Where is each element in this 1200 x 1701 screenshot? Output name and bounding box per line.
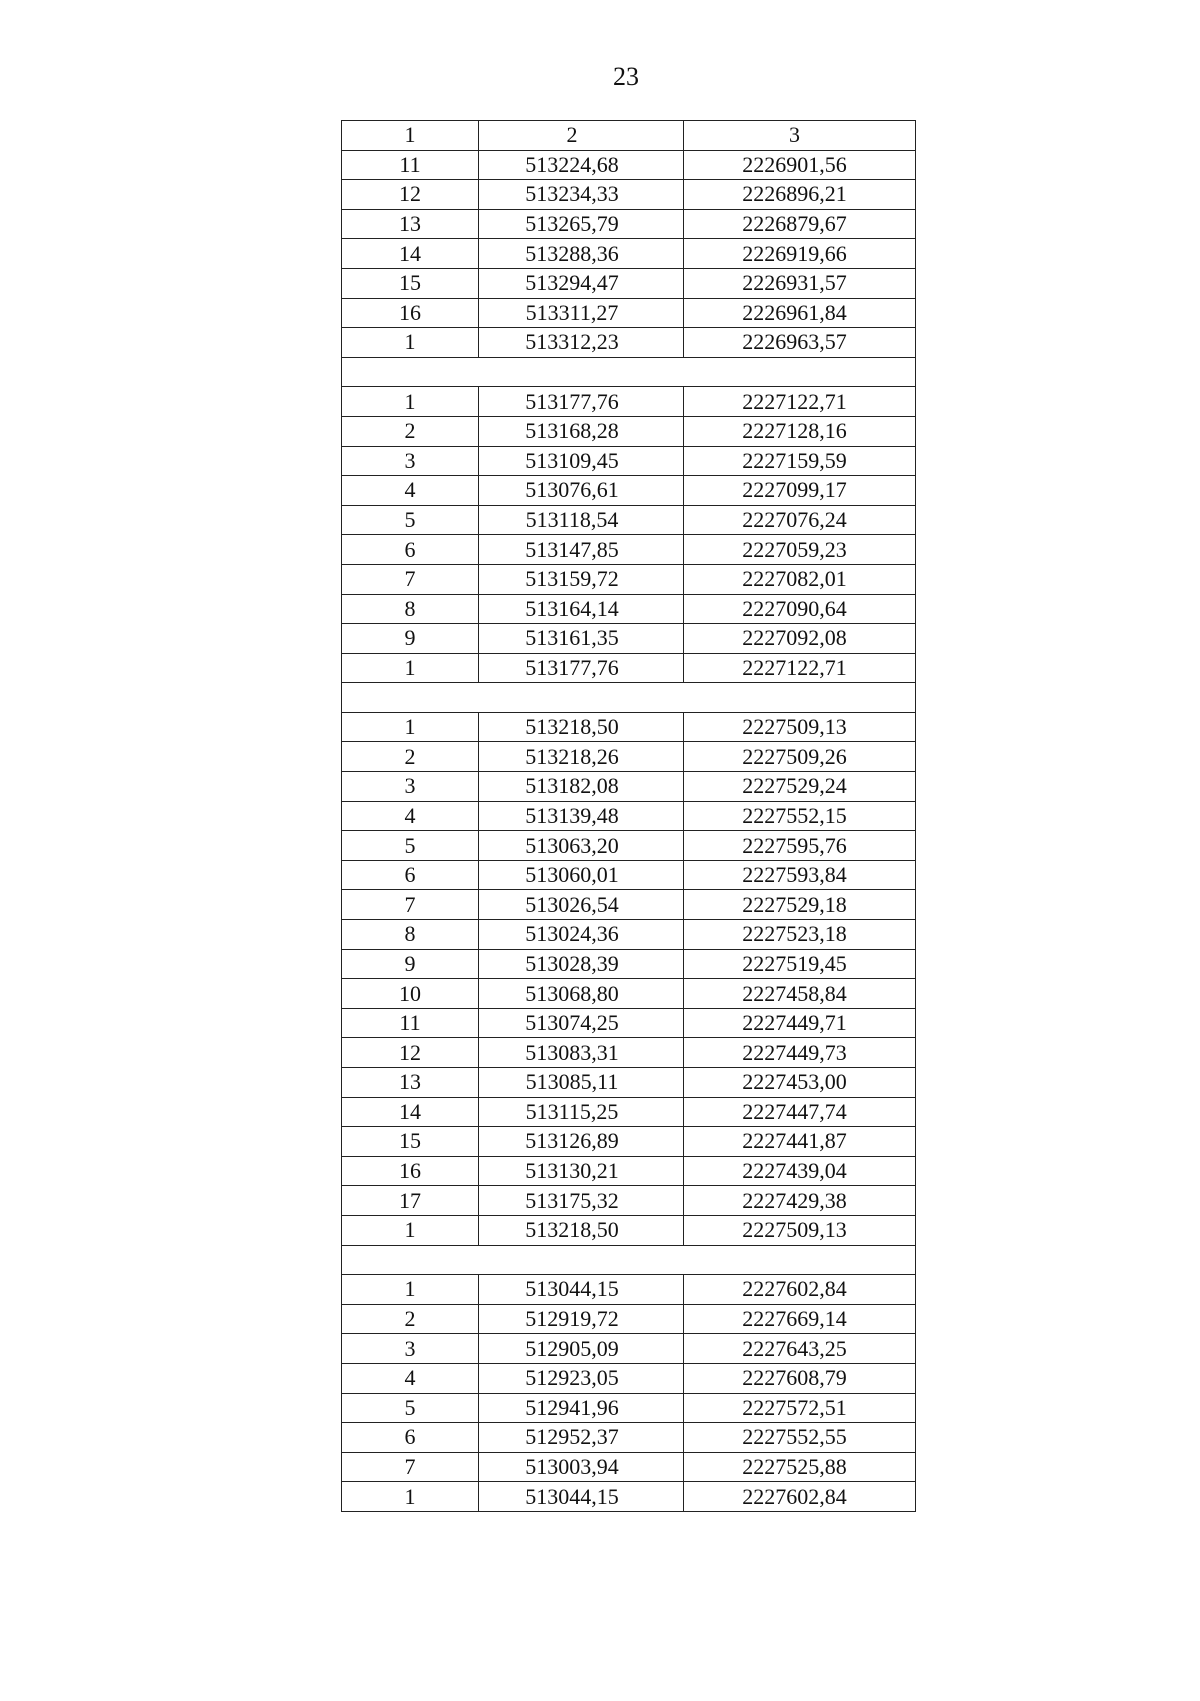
- point-number-cell: 1: [342, 1215, 479, 1245]
- x-coordinate-cell: 513028,39: [479, 949, 684, 979]
- point-number-cell: 1: [342, 1275, 479, 1305]
- y-coordinate-cell: 2227602,84: [684, 1275, 916, 1305]
- table-row: [342, 979, 916, 1009]
- x-coordinate-cell: 513234,33: [479, 180, 684, 210]
- x-coordinate-cell: 513044,15: [479, 1482, 684, 1512]
- y-coordinate-cell: 2227059,23: [684, 535, 916, 565]
- table-row: [342, 416, 916, 446]
- point-number-cell: 8: [342, 920, 479, 950]
- y-coordinate-cell: 2227092,08: [684, 624, 916, 654]
- x-coordinate-cell: 513177,76: [479, 653, 684, 683]
- point-number-cell: 6: [342, 1423, 479, 1453]
- group-separator-row: [342, 357, 916, 387]
- point-number-cell: 17: [342, 1186, 479, 1216]
- y-coordinate-cell: 2227458,84: [684, 979, 916, 1009]
- table-row: [342, 1097, 916, 1127]
- point-number-cell: 3: [342, 1334, 479, 1364]
- x-coordinate-cell: 513024,36: [479, 920, 684, 950]
- y-coordinate-cell: 2227608,79: [684, 1363, 916, 1393]
- x-coordinate-cell: 513085,11: [479, 1068, 684, 1098]
- table-row: [342, 1275, 916, 1305]
- point-number-cell: 4: [342, 476, 479, 506]
- point-number-cell: 15: [342, 268, 479, 298]
- x-coordinate-cell: 512919,72: [479, 1304, 684, 1334]
- y-coordinate-cell: 2227082,01: [684, 564, 916, 594]
- x-coordinate-cell: 513288,36: [479, 239, 684, 269]
- table-row: [342, 801, 916, 831]
- y-coordinate-cell: 2227449,71: [684, 1008, 916, 1038]
- header-row: [342, 121, 916, 151]
- y-coordinate-cell: 2227523,18: [684, 920, 916, 950]
- table-row: [342, 594, 916, 624]
- table-row: [342, 1215, 916, 1245]
- table-row: [342, 476, 916, 506]
- table-row: [342, 1482, 916, 1512]
- x-coordinate-cell: 512923,05: [479, 1363, 684, 1393]
- group-separator-row: [342, 683, 916, 713]
- y-coordinate-cell: 2227076,24: [684, 505, 916, 535]
- x-coordinate-cell: 513265,79: [479, 209, 684, 239]
- y-coordinate-cell: 2227122,71: [684, 653, 916, 683]
- y-coordinate-cell: 2226901,56: [684, 150, 916, 180]
- point-number-cell: 15: [342, 1127, 479, 1157]
- x-coordinate-cell: 513003,94: [479, 1452, 684, 1482]
- x-coordinate-cell: 513311,27: [479, 298, 684, 328]
- point-number-cell: 12: [342, 180, 479, 210]
- y-coordinate-cell: 2226931,57: [684, 268, 916, 298]
- x-coordinate-cell: 513076,61: [479, 476, 684, 506]
- x-coordinate-cell: 513175,32: [479, 1186, 684, 1216]
- point-number-cell: 16: [342, 1156, 479, 1186]
- x-coordinate-cell: 513182,08: [479, 772, 684, 802]
- point-number-cell: 2: [342, 742, 479, 772]
- table-row: [342, 949, 916, 979]
- point-number-cell: 10: [342, 979, 479, 1009]
- y-coordinate-cell: 2227643,25: [684, 1334, 916, 1364]
- point-number-cell: 11: [342, 150, 479, 180]
- point-number-cell: 6: [342, 535, 479, 565]
- x-coordinate-cell: 513044,15: [479, 1275, 684, 1305]
- y-coordinate-cell: 2227090,64: [684, 594, 916, 624]
- point-number-cell: 13: [342, 209, 479, 239]
- point-number-cell: 5: [342, 1393, 479, 1423]
- y-coordinate-cell: 2227529,24: [684, 772, 916, 802]
- table-row: [342, 180, 916, 210]
- point-number-cell: 4: [342, 1363, 479, 1393]
- y-coordinate-cell: 2227159,59: [684, 446, 916, 476]
- table-row: [342, 624, 916, 654]
- table-row: [342, 920, 916, 950]
- x-coordinate-cell: 513218,50: [479, 712, 684, 742]
- y-coordinate-cell: 2227529,18: [684, 890, 916, 920]
- table-row: [342, 831, 916, 861]
- y-coordinate-cell: 2227439,04: [684, 1156, 916, 1186]
- header-cell-x: 2: [479, 121, 684, 151]
- table-row: [342, 150, 916, 180]
- y-coordinate-cell: 2227595,76: [684, 831, 916, 861]
- x-coordinate-cell: 513224,68: [479, 150, 684, 180]
- table-row: [342, 328, 916, 358]
- table-row: [342, 1363, 916, 1393]
- point-number-cell: 12: [342, 1038, 479, 1068]
- table-row: [342, 1038, 916, 1068]
- table-row: [342, 387, 916, 417]
- y-coordinate-cell: 2227099,17: [684, 476, 916, 506]
- x-coordinate-cell: 513161,35: [479, 624, 684, 654]
- table-row: [342, 268, 916, 298]
- x-coordinate-cell: 513159,72: [479, 564, 684, 594]
- table-row: [342, 535, 916, 565]
- point-number-cell: 3: [342, 446, 479, 476]
- y-coordinate-cell: 2227453,00: [684, 1068, 916, 1098]
- x-coordinate-cell: 513109,45: [479, 446, 684, 476]
- x-coordinate-cell: 513177,76: [479, 387, 684, 417]
- point-number-cell: 14: [342, 1097, 479, 1127]
- y-coordinate-cell: 2227669,14: [684, 1304, 916, 1334]
- point-number-cell: 2: [342, 1304, 479, 1334]
- table-row: [342, 772, 916, 802]
- table-row: [342, 209, 916, 239]
- page-number: 23: [613, 62, 639, 91]
- table-row: [342, 1423, 916, 1453]
- point-number-cell: 1: [342, 653, 479, 683]
- x-coordinate-cell: 513168,28: [479, 416, 684, 446]
- y-coordinate-cell: 2227128,16: [684, 416, 916, 446]
- x-coordinate-cell: 513026,54: [479, 890, 684, 920]
- point-number-cell: 8: [342, 594, 479, 624]
- group-separator-row: [342, 1245, 916, 1275]
- x-coordinate-cell: 513130,21: [479, 1156, 684, 1186]
- x-coordinate-cell: 513139,48: [479, 801, 684, 831]
- y-coordinate-cell: 2227429,38: [684, 1186, 916, 1216]
- group-separator-cell: [342, 683, 916, 713]
- x-coordinate-cell: 512905,09: [479, 1334, 684, 1364]
- y-coordinate-cell: 2227552,15: [684, 801, 916, 831]
- x-coordinate-cell: 513074,25: [479, 1008, 684, 1038]
- table-row: [342, 890, 916, 920]
- table-row: [342, 446, 916, 476]
- x-coordinate-cell: 512952,37: [479, 1423, 684, 1453]
- point-number-cell: 13: [342, 1068, 479, 1098]
- header-cell-point: 1: [342, 121, 479, 151]
- x-coordinate-cell: 513126,89: [479, 1127, 684, 1157]
- table-row: [342, 1186, 916, 1216]
- table-row: [342, 653, 916, 683]
- point-number-cell: 5: [342, 505, 479, 535]
- table-row: [342, 1156, 916, 1186]
- table-row: [342, 1068, 916, 1098]
- y-coordinate-cell: 2227122,71: [684, 387, 916, 417]
- x-coordinate-cell: 513060,01: [479, 860, 684, 890]
- table-row: [342, 564, 916, 594]
- table-row: [342, 1393, 916, 1423]
- point-number-cell: 1: [342, 328, 479, 358]
- x-coordinate-cell: 513115,25: [479, 1097, 684, 1127]
- point-number-cell: 16: [342, 298, 479, 328]
- x-coordinate-cell: 512941,96: [479, 1393, 684, 1423]
- x-coordinate-cell: 513312,23: [479, 328, 684, 358]
- table-row: [342, 1304, 916, 1334]
- y-coordinate-cell: 2227509,13: [684, 712, 916, 742]
- point-number-cell: 3: [342, 772, 479, 802]
- point-number-cell: 7: [342, 564, 479, 594]
- point-number-cell: 7: [342, 890, 479, 920]
- x-coordinate-cell: 513063,20: [479, 831, 684, 861]
- group-separator-cell: [342, 357, 916, 387]
- point-number-cell: 7: [342, 1452, 479, 1482]
- x-coordinate-cell: 513068,80: [479, 979, 684, 1009]
- y-coordinate-cell: 2227525,88: [684, 1452, 916, 1482]
- table-row: [342, 505, 916, 535]
- y-coordinate-cell: 2226963,57: [684, 328, 916, 358]
- group-separator-cell: [342, 1245, 916, 1275]
- coordinates-table-body: [342, 121, 916, 1512]
- y-coordinate-cell: 2227509,13: [684, 1215, 916, 1245]
- y-coordinate-cell: 2227593,84: [684, 860, 916, 890]
- y-coordinate-cell: 2226896,21: [684, 180, 916, 210]
- y-coordinate-cell: 2227509,26: [684, 742, 916, 772]
- coordinates-table: [341, 120, 916, 1512]
- point-number-cell: 9: [342, 624, 479, 654]
- x-coordinate-cell: 513164,14: [479, 594, 684, 624]
- table-row: [342, 1334, 916, 1364]
- x-coordinate-cell: 513294,47: [479, 268, 684, 298]
- point-number-cell: 1: [342, 1482, 479, 1512]
- x-coordinate-cell: 513147,85: [479, 535, 684, 565]
- y-coordinate-cell: 2227519,45: [684, 949, 916, 979]
- x-coordinate-cell: 513083,31: [479, 1038, 684, 1068]
- y-coordinate-cell: 2227572,51: [684, 1393, 916, 1423]
- x-coordinate-cell: 513118,54: [479, 505, 684, 535]
- y-coordinate-cell: 2227449,73: [684, 1038, 916, 1068]
- point-number-cell: 14: [342, 239, 479, 269]
- point-number-cell: 2: [342, 416, 479, 446]
- point-number-cell: 11: [342, 1008, 479, 1038]
- y-coordinate-cell: 2226879,67: [684, 209, 916, 239]
- y-coordinate-cell: 2226919,66: [684, 239, 916, 269]
- x-coordinate-cell: 513218,26: [479, 742, 684, 772]
- y-coordinate-cell: 2227552,55: [684, 1423, 916, 1453]
- table-row: [342, 239, 916, 269]
- table-row: [342, 860, 916, 890]
- table-row: [342, 298, 916, 328]
- y-coordinate-cell: 2227447,74: [684, 1097, 916, 1127]
- table-row: [342, 712, 916, 742]
- header-cell-y: 3: [684, 121, 916, 151]
- table-row: [342, 1452, 916, 1482]
- y-coordinate-cell: 2226961,84: [684, 298, 916, 328]
- point-number-cell: 1: [342, 387, 479, 417]
- point-number-cell: 5: [342, 831, 479, 861]
- point-number-cell: 9: [342, 949, 479, 979]
- table-row: [342, 742, 916, 772]
- table-row: [342, 1127, 916, 1157]
- point-number-cell: 1: [342, 712, 479, 742]
- point-number-cell: 6: [342, 860, 479, 890]
- x-coordinate-cell: 513218,50: [479, 1215, 684, 1245]
- table-row: [342, 1008, 916, 1038]
- y-coordinate-cell: 2227602,84: [684, 1482, 916, 1512]
- y-coordinate-cell: 2227441,87: [684, 1127, 916, 1157]
- point-number-cell: 4: [342, 801, 479, 831]
